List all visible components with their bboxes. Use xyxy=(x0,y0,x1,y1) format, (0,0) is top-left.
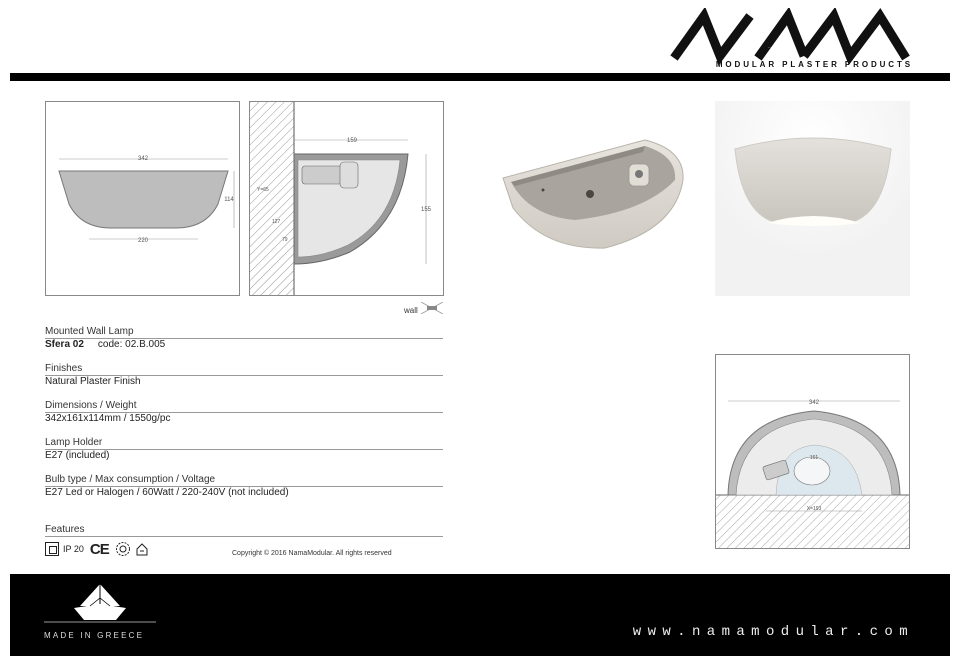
side-height-label: 155 xyxy=(420,207,432,213)
wall-icon xyxy=(421,302,443,314)
side-depth-label: 159 xyxy=(346,138,358,144)
side-dim-127-label: 127 xyxy=(272,219,281,225)
bottom-depth-label: 161 xyxy=(809,455,819,461)
lampholder-value: E27 (included) xyxy=(45,450,110,461)
features-icons xyxy=(45,540,149,558)
side-offset-label: Y=65 xyxy=(257,187,269,193)
spec-dimensions xyxy=(45,400,443,425)
spec-bulb xyxy=(45,474,443,499)
dimensions-label: Dimensions / Weight xyxy=(45,400,443,413)
spec-features xyxy=(45,524,443,537)
paper-boat-logo xyxy=(44,582,156,628)
footer-bar xyxy=(10,574,950,656)
product-code: code: 02.B.005 xyxy=(97,339,166,350)
product-photo-lit xyxy=(715,101,910,296)
paintable-icon xyxy=(135,541,149,557)
spec-category: Mounted Wall Lamp xyxy=(45,326,443,339)
bulb-label: Bulb type / Max consumption / Voltage xyxy=(45,474,443,487)
bulb-value: E27 Led or Halogen / 60Watt / 220-240V (not included) xyxy=(45,487,289,498)
bottom-x-label: X=193 xyxy=(806,506,822,512)
product-photo-open xyxy=(495,120,695,260)
side-dim-79-label: 79 xyxy=(282,237,288,243)
website-link[interactable]: www.namamodular.com xyxy=(632,624,914,640)
brand-tagline: MODULAR PLASTER PRODUCTS xyxy=(715,60,913,69)
bottom-width-label: 342 xyxy=(808,400,820,406)
ce-icon: CE xyxy=(89,540,109,558)
spec-finishes xyxy=(45,363,443,388)
front-width-bottom-label: 220 xyxy=(137,238,149,244)
svg-text:NAMA: NAMA xyxy=(768,48,771,49)
lampholder-label: Lamp Holder xyxy=(45,437,443,450)
features-label: Features xyxy=(45,524,443,537)
finishes-label: Finishes xyxy=(45,363,443,376)
made-in-label: MADE IN GREECE xyxy=(44,631,145,640)
wall-label: wall xyxy=(404,306,418,315)
bottom-view-drawing xyxy=(715,354,910,549)
side-view-drawing xyxy=(249,101,444,296)
front-view-drawing xyxy=(45,101,240,296)
front-height-label: 114 xyxy=(224,197,234,203)
copyright-text: Copyright © 2016 NamaModular. All rights reserved xyxy=(232,550,392,557)
spec-lampholder xyxy=(45,437,443,462)
header-bar xyxy=(10,73,950,81)
recycle-icon xyxy=(115,541,131,557)
front-width-top-label: 342 xyxy=(137,156,149,162)
ip-rating-icon: IP 20 xyxy=(63,544,84,554)
finishes-value: Natural Plaster Finish xyxy=(45,376,141,387)
spec-product xyxy=(45,326,443,351)
product-name: Sfera 02 xyxy=(45,339,84,350)
class-ii-icon xyxy=(45,542,59,556)
dimensions-value: 342x161x114mm / 1550g/pc xyxy=(45,413,171,424)
